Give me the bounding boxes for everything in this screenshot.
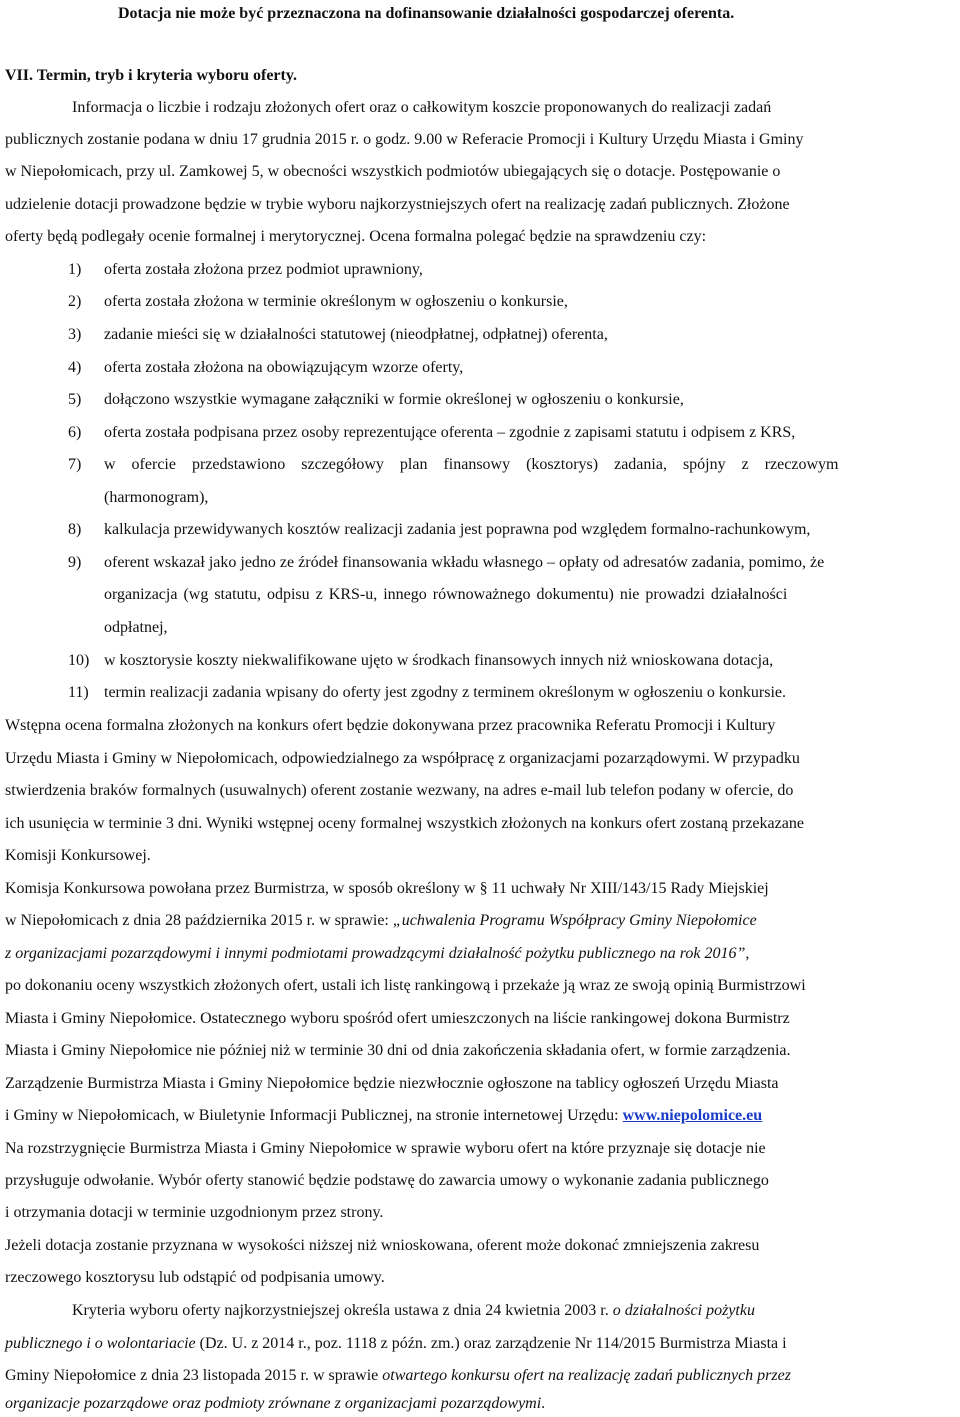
prelim-line: ich usunięcia w terminie 3 dni. Wyniki wstępnej oceny formalnej wszystkich złożonych na konkurs ofert zostaną przekazane bbox=[5, 815, 804, 832]
law-text: Kryteria wyboru oferty najkorzystniejszej określa ustawa z dnia 24 kwietnia 2003 r. bbox=[72, 1302, 613, 1319]
intro-line: Informacja o liczbie i rodzaju złożonych ofert oraz o całkowitym koszcie proponowanych do realizacji zadań bbox=[72, 99, 772, 116]
list-item: zadanie mieści się w działalności statutowej (nieodpłatnej, odpłatnej) oferenta, bbox=[104, 326, 608, 343]
prelim-line: Urzędu Miasta i Gminy w Niepołomicach, odpowiedzialnego za współpracę z organizacjami pozarządowymi. W przypadku bbox=[5, 750, 800, 767]
intro-line: udzielenie dotacji prowadzone będzie w trybie wyboru najkorzystniejszych ofert na realizację zadań publicznych. Złożone bbox=[5, 196, 790, 213]
list-item: oferent wskazał jako jedno ze źródeł finansowania wkładu własnego – opłaty od adresatów zadania, pomimo, że bbox=[104, 554, 825, 571]
order-title: organizacje pozarządowe oraz podmioty zrównane z organizacjami pozarządowymi bbox=[5, 1395, 542, 1412]
reduction-line: Jeżeli dotacja zostanie przyznana w wysokości niższej niż wnioskowana, oferent może dokonać zmniejszenia zakresu bbox=[5, 1237, 760, 1254]
list-item-number: 3) bbox=[68, 326, 82, 343]
appeal-line: przysługuje odwołanie. Wybór oferty stanowić będzie podstawę do zawarcia umowy o wykonanie zadania publicznego bbox=[5, 1172, 769, 1189]
prelim-line: Wstępna ocena formalna złożonych na konkurs ofert będzie dokonywana przez pracownika Referatu Promocji i Kultury bbox=[5, 717, 776, 734]
header-note: Dotacja nie może być przeznaczona na dofinansowanie działalności gospodarczej oferenta. bbox=[118, 5, 735, 22]
act-title: o działalności pożytku bbox=[612, 1302, 755, 1319]
appeal-line: Na rozstrzygnięcie Burmistrza Miasta i Gminy Niepołomice w sprawie wyboru ofert na które przyznaje się dotacje nie bbox=[5, 1140, 766, 1157]
intro-line: w Niepołomicach, przy ul. Zamkowej 5, w obecności wszystkich podmiotów ubiegających się o dotacje. Postępowanie o bbox=[5, 163, 781, 180]
prelim-line: Komisji Konkursowej. bbox=[5, 847, 151, 864]
resolution-title: „uchwalenia Programu Współpracy Gminy Niepołomice bbox=[392, 912, 757, 929]
commission-line: Komisja Konkursowa powołana przez Burmistrza, w sposób określony w § 11 uchwały Nr XIII/143/15 Rady Miejskiej bbox=[5, 880, 769, 897]
commission-line: Miasta i Gminy Niepołomice nie później niż w terminie 30 dni od dnia zakończenia składania ofert, w formie zarządzenia. bbox=[5, 1042, 791, 1059]
list-item: oferta została złożona na obowiązującym wzorze oferty, bbox=[104, 359, 464, 376]
commission-line bbox=[5, 943, 749, 965]
list-item-number: 2) bbox=[68, 293, 82, 310]
list-item-number: 6) bbox=[68, 424, 82, 441]
list-item-number: 9) bbox=[68, 554, 82, 571]
list-item: termin realizacji zadania wpisany do oferty jest zgodny z terminem określonym w ogłoszeniu o konkursie. bbox=[104, 684, 787, 701]
law-line bbox=[5, 1333, 787, 1355]
law-text: . bbox=[541, 1395, 546, 1412]
list-item: oferta została złożona w terminie określonym w ogłoszeniu o konkursie, bbox=[104, 293, 568, 310]
law-text: (Dz. U. z 2014 r., poz. 1118 z późn. zm.) oraz zarządzenie Nr 114/2015 Burmistrza Miasta i bbox=[195, 1335, 787, 1352]
commission-line: po dokonaniu oceny wszystkich złożonych ofert, ustali ich listę rankingową i przekaże ją wraz ze swoją opinią Burmistrzowi bbox=[5, 977, 806, 994]
publication-line: Zarządzenie Burmistrza Miasta i Gminy Niepołomice będzie niezwłocznie ogłoszone na tablicy ogłoszeń Urzędu Miasta bbox=[5, 1075, 779, 1092]
prelim-line: stwierdzenia braków formalnych (usuwalnych) oferent zostanie wezwany, na adres e-mail lub telefon podany w ofercie, do bbox=[5, 782, 794, 799]
order-title: otwartego konkursu ofert na realizację zadań publicznych przez bbox=[382, 1367, 791, 1384]
commission-line bbox=[5, 910, 757, 932]
law-line bbox=[5, 1365, 791, 1387]
list-item-number: 7) bbox=[68, 456, 82, 473]
commission-line: Miasta i Gminy Niepołomice. Ostatecznego wyboru spośród ofert umieszczonych na liście rankingowej dokona Burmistrz bbox=[5, 1010, 790, 1027]
list-item: w ofercie przedstawiono szczegółowy plan finansowy (kosztorys) zadania, spójny z rzeczowym bbox=[104, 456, 839, 473]
list-item-number: 11) bbox=[68, 684, 89, 701]
intro-line: oferty będą podlegały ocenie formalnej i merytorycznej. Ocena formalna polegać będzie na sprawdzeniu czy: bbox=[5, 228, 707, 245]
law-line bbox=[72, 1300, 755, 1322]
section-heading: VII. Termin, tryb i kryteria wyboru oferty. bbox=[5, 67, 297, 84]
publication-text: i Gminy w Niepołomicach, w Biuletynie Informacji Publicznej, na stronie internetowej Urzędu: bbox=[5, 1107, 623, 1124]
list-item-continuation: odpłatnej, bbox=[104, 619, 168, 636]
list-item: kalkulacja przewidywanych kosztów realizacji zadania jest poprawna pod względem formalno-rachunkowym, bbox=[104, 521, 811, 538]
list-item-continuation: organizacja (wg statutu, odpisu z KRS-u, innego równoważnego dokumentu) nie prowadzi działalności bbox=[104, 586, 788, 603]
list-item-number: 10) bbox=[68, 652, 90, 669]
law-text: Gminy Niepołomice z dnia 23 listopada 2015 r. w sprawie bbox=[5, 1367, 383, 1384]
list-item: oferta została podpisana przez osoby reprezentujące oferenta – zgodnie z zapisami statutu i odpisem z KRS, bbox=[104, 424, 796, 441]
list-item: w kosztorysie koszty niekwalifikowane ujęto w środkach finansowych innych niż wnioskowana dotacja, bbox=[104, 652, 774, 669]
reduction-line: rzeczowego kosztorysu lub odstąpić od podpisania umowy. bbox=[5, 1269, 385, 1286]
list-item-continuation: (harmonogram), bbox=[104, 489, 209, 506]
website-link[interactable]: www.niepolomice.eu bbox=[622, 1107, 763, 1124]
list-item: dołączono wszystkie wymagane załączniki w formie określonej w ogłoszeniu o konkursie, bbox=[104, 391, 684, 408]
list-item-number: 8) bbox=[68, 521, 82, 538]
publication-line bbox=[5, 1105, 762, 1127]
act-title: publicznego i o wolontariacie bbox=[5, 1335, 196, 1352]
list-item-number: 1) bbox=[68, 261, 82, 278]
commission-text: , bbox=[745, 945, 750, 962]
appeal-line: i otrzymania dotacji w terminie uzgodnionym przez strony. bbox=[5, 1204, 384, 1221]
commission-text: w Niepołomicach z dnia 28 października 2015 r. w sprawie: bbox=[5, 912, 393, 929]
resolution-title: z organizacjami pozarządowymi i innymi podmiotami prowadzącymi działalność pożytku publicznego na rok 2016” bbox=[5, 945, 746, 962]
intro-line: publicznych zostanie podana w dniu 17 grudnia 2015 r. o godz. 9.00 w Referacie Promocji i Kultury Urzędu Miasta i Gminy bbox=[5, 131, 804, 148]
list-item-number: 5) bbox=[68, 391, 82, 408]
law-line bbox=[5, 1393, 545, 1415]
list-item-number: 4) bbox=[68, 359, 82, 376]
list-item: oferta została złożona przez podmiot uprawniony, bbox=[104, 261, 423, 278]
